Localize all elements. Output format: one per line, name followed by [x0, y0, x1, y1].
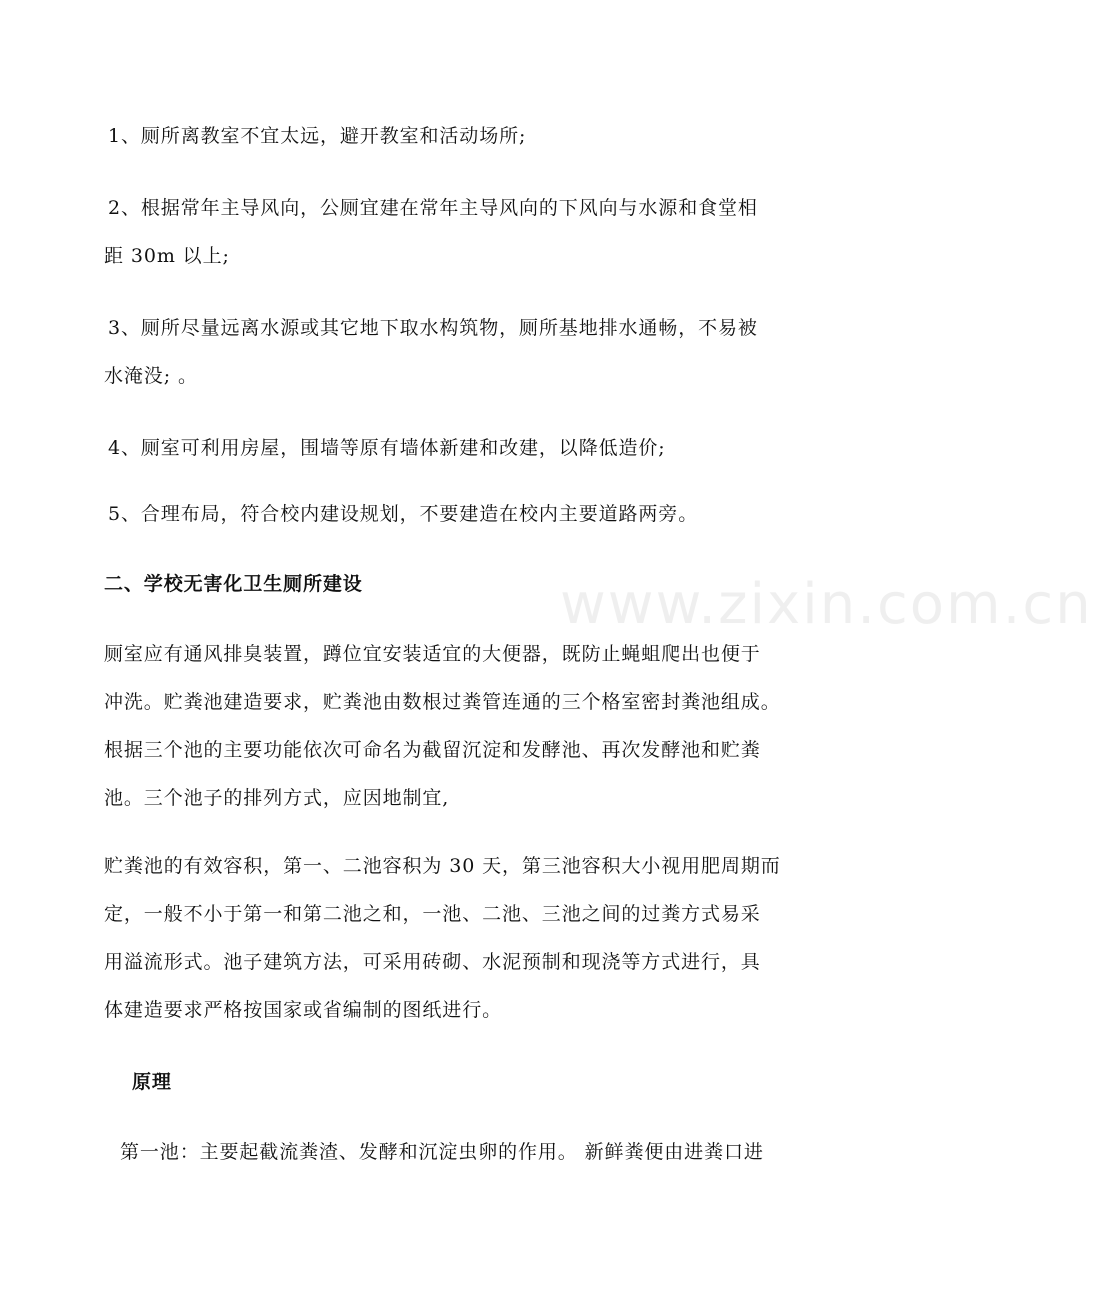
paragraph-3-line-1: 第一池：主要起截流粪渣、发酵和沉淀虫卵的作用。 新鲜粪便由进粪口进: [120, 1141, 764, 1163]
list-item-1: 1、厕所离教室不宜太远，避开教室和活动场所;: [108, 125, 527, 147]
list-item-2-line-1: 2、根据常年主导风向，公厕宜建在常年主导风向的下风向与水源和食堂相: [108, 197, 758, 219]
paragraph-1-line-2: 冲洗。贮粪池建造要求，贮粪池由数根过粪管连通的三个格室密封粪池组成。: [104, 691, 781, 713]
paragraph-2-line-4: 体建造要求严格按国家或省编制的图纸进行。: [104, 999, 503, 1021]
list-item-4: 4、厕室可利用房屋，围墙等原有墙体新建和改建，以降低造价;: [108, 437, 666, 459]
paragraph-2-line-2: 定，一般不小于第一和第二池之和，一池、二池、三池之间的过粪方式易采: [104, 903, 761, 925]
paragraph-1-line-3: 根据三个池的主要功能依次可命名为截留沉淀和发酵池、再次发酵池和贮粪: [104, 739, 761, 761]
watermark: www.zixin.com.cn: [560, 572, 1093, 637]
paragraph-2-line-3: 用溢流形式。池子建筑方法，可采用砖砌、水泥预制和现浇等方式进行，具: [104, 951, 761, 973]
list-item-2-line-2: 距 30m 以上;: [104, 245, 230, 267]
list-item-3-line-2: 水淹没; 。: [104, 365, 198, 387]
paragraph-1-line-4: 池。三个池子的排列方式，应因地制宜,: [104, 787, 450, 809]
paragraph-2-line-1: 贮粪池的有效容积，第一、二池容积为 30 天，第三池容积大小视用肥周期而: [104, 855, 781, 877]
list-item-5: 5、合理布局，符合校内建设规划，不要建造在校内主要道路两旁。: [108, 503, 699, 525]
section-title: 二、学校无害化卫生厕所建设: [104, 573, 363, 595]
list-item-3-line-1: 3、厕所尽量远离水源或其它地下取水构筑物，厕所基地排水通畅，不易被: [108, 317, 758, 339]
subheading: 原理: [132, 1071, 172, 1093]
paragraph-1-line-1: 厕室应有通风排臭装置，蹲位宜安装适宜的大便器，既防止蝇蛆爬出也便于: [104, 643, 761, 665]
